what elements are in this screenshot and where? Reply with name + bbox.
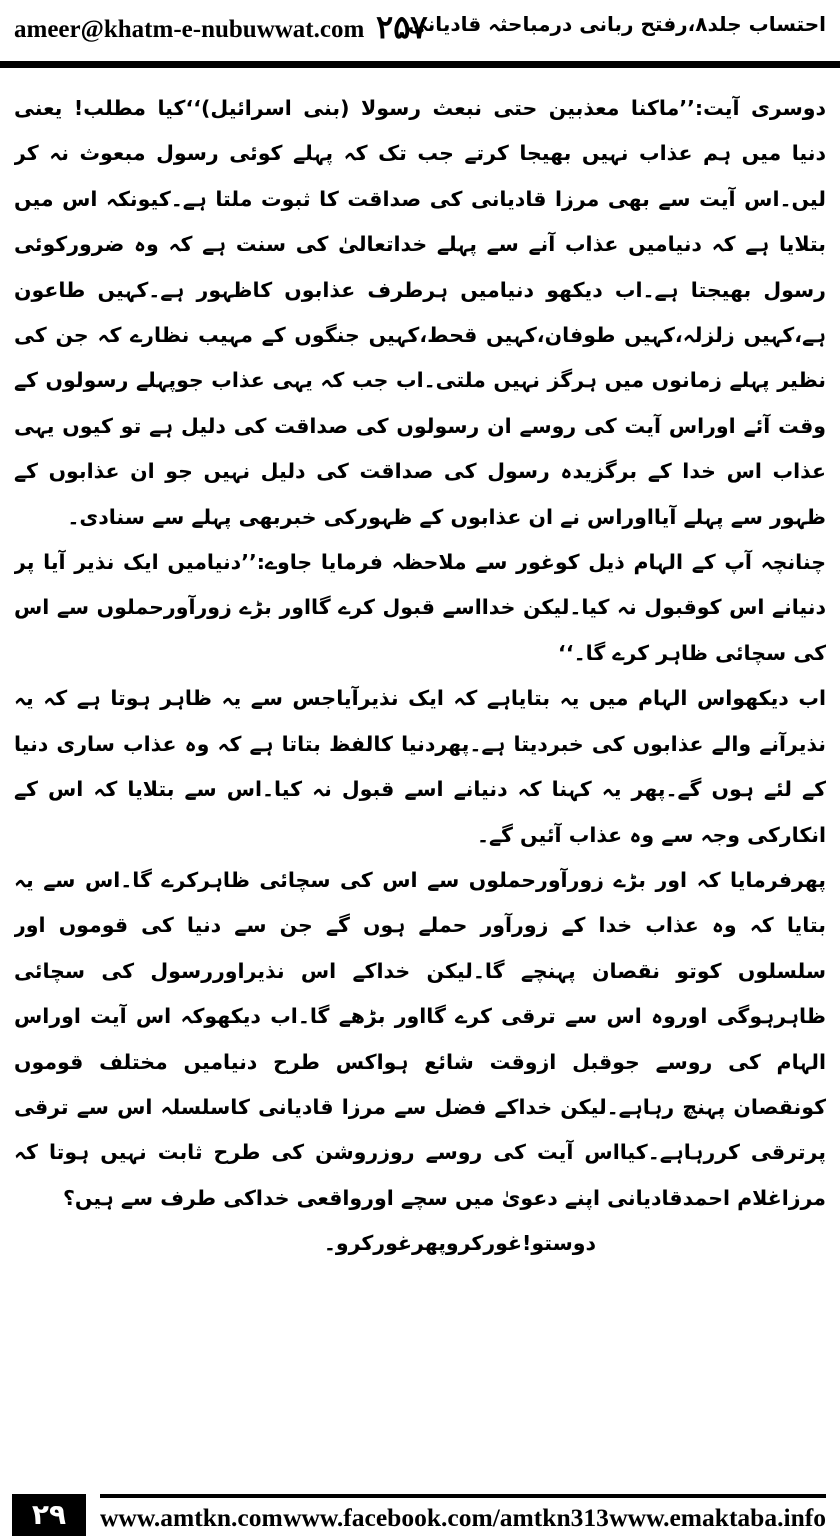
body-text [14,86,826,1466]
footer-links [100,1503,826,1533]
paragraph: دوسری آیت:’’ماکنا معذبین حتی نبعث رسولا (بنی اسرائیل)‘‘کیا مطلب! یعنی دنیا میں ہم عذاب نہیں بھیجا کرتے جب تک کہ پہلے کوئی رسول مبعوث نہ کر لیں۔اس آیت سے بھی مرزا قادیانی کی صداقت کا ثبوت ملتا ہے۔کیونکہ اس میں بتلایا ہے کہ دنیامیں عذاب آنے سے پہلے خداتعالیٰ کی سنت ہے کہ وہ ضرورکوئی رسول بھیجتا ہے۔اب دیکھو دنیامیں ہرطرف عذابوں کاظہور ہے۔کہیں طاعون ہے،کہیں زلزلہ،کہیں طوفان،کہیں قحط،کہیں جنگوں کے مہیب نظارے کہ جن کی نظیر پہلے زمانوں میں ہرگز نہیں ملتی۔اب جب کہ یہی عذاب جوپہلے رسولوں کے وقت آئے اوراس آیت کی روسے ان رسولوں کی صداقت کی دلیل ہے تو کیوں یہی عذاب اس خدا کے برگزیدہ رسول کی صداقت کی دلیل نہیں جو ان عذابوں کے ظہور سے پہلے آیااوراس نے ان عذابوں کے ظہورکی خبربھی پہلے سے سنادی۔ [14,96,826,529]
header-page-number: ۲۵۷ [376,8,428,46]
closing-line: دوستو!غورکروپھرغورکرو۔ [323,1231,596,1256]
footer-link[interactable]: www.emaktaba.info [609,1503,826,1532]
footer-divider [100,1494,826,1498]
header-email: ameer@khatm-e-nubuwwat.com [14,16,365,43]
header-title: احتساب جلد۸،رفتح ربانی درمباحثہ قادیانی [407,12,826,36]
footer-link[interactable]: www.amtkn.com [100,1503,283,1532]
paragraph: پھرفرمایا کہ اور بڑے زورآورحملوں سے اس کی سچائی ظاہرکرے گا۔اس سے یہ بتایا کہ وہ عذاب خدا کے زورآور حملے ہوں گے جن سے دنیا کی قوموں اور سلسلوں کوتو نقصان پہنچے گا۔لیکن خداکے اس نذیراوررسول کی سچائی ظاہرہوگی اوروہ اس سے ترقی کرے گااور بڑھے گا۔اب دیکھوکہ اس آیت اوراس الہام کی روسے جوقبل ازوقت شائع ہواکس طرح دنیامیں مختلف قوموں کونقصان پہنچ رہاہے۔لیکن خداکے فضل سے مرزا قادیانی کاسلسلہ اس سے ترقی پرترقی کررہاہے۔کیااس آیت کی روسے روزروشن کی طرح ثابت نہیں ہوتا کہ مرزاغلام احمدقادیانی اپنے دعویٰ میں سچے اورواقعی خداکی طرف سے ہیں؟ [14,867,826,1210]
paragraph: اب دیکھواس الہام میں یہ بتایاہے کہ ایک نذیرآیاجس سے یہ ظاہر ہوتا ہے کہ یہ نذیرآنے والے عذابوں کی خبردیتا ہے۔پھردنیا کالفظ بتاتا ہے کہ وہ عذاب ساری دنیا کے لئے ہوں گے۔پھر یہ کہنا کہ دنیانے اسے قبول نہ کیا۔اس سے بتلایا کہ اس کے انکارکی وجہ سے وہ عذاب آئیں گے۔ [14,686,826,847]
paragraph: چنانچہ آپ کے الہام ذیل کوغور سے ملاحظہ فرمایا جاوے:’’دنیامیں ایک نذیر آیا پر دنیانے اس کوقبول نہ کیا۔لیکن خدااسے قبول کرے گااور بڑے زورآورحملوں سے اس کی سچائی ظاہر کرے گا۔‘‘ [14,550,826,665]
footer-page-number: ۲۹ [12,1494,86,1536]
page-header [0,0,840,68]
footer-link[interactable]: www.facebook.com/amtkn313 [283,1503,609,1532]
